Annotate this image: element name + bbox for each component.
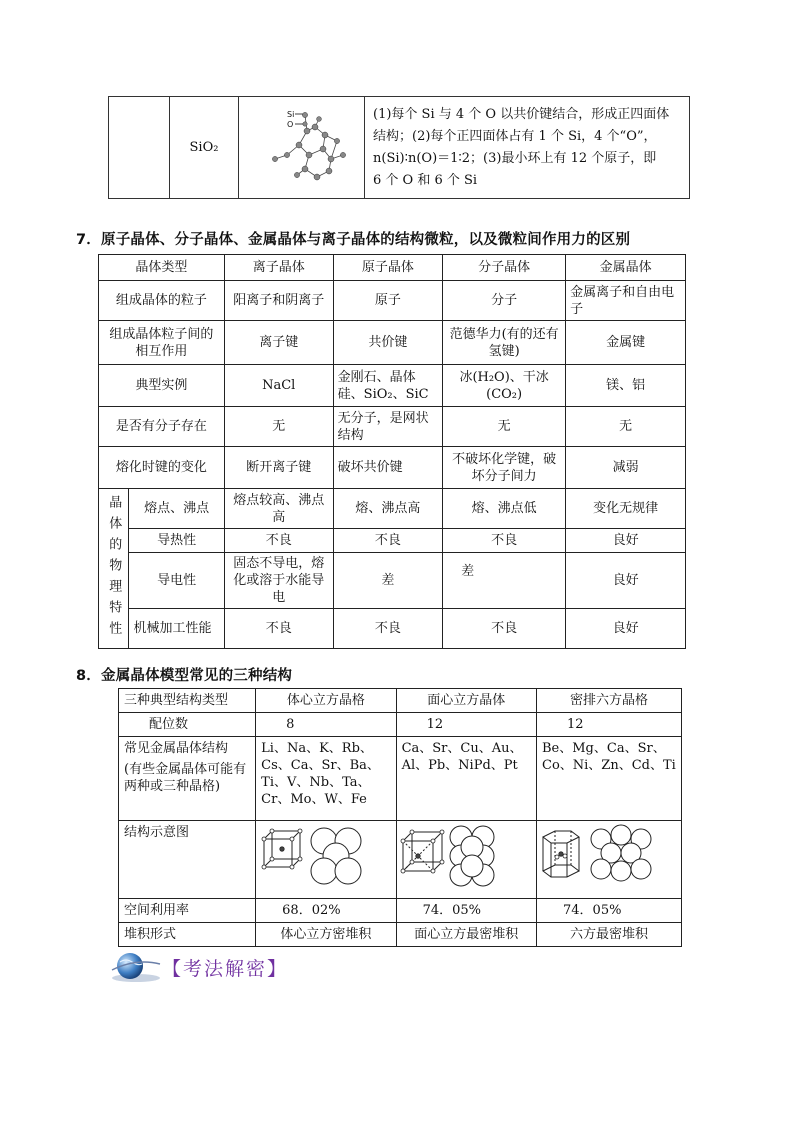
section-banner xyxy=(110,948,340,984)
o-label: O xyxy=(287,120,294,129)
hcp-lattice-image xyxy=(539,823,679,889)
row-label: 是否有分子存在 xyxy=(99,407,225,447)
table-cell: 无 xyxy=(443,407,566,447)
sio2-desc-line: 结构；(2)每个正四面体占有 1 个 Si，4 个“O”， xyxy=(373,128,657,144)
table-cell: 金刚石、晶体硅、SiO₂、SiC xyxy=(333,365,442,407)
table-cell: 面心立方最密堆积 xyxy=(396,923,536,947)
table-cell: Be、Mg、Ca、Sr、Co、Ni、Zn、Cd、Ti xyxy=(537,737,682,821)
table-cell: 熔、沸点高 xyxy=(333,489,442,529)
table-cell: 差 xyxy=(333,553,442,609)
table-cell: 68．02% xyxy=(256,899,396,923)
table-cell: 镁、铝 xyxy=(566,365,686,407)
row-label: 导电性 xyxy=(129,553,224,609)
si-label: Si xyxy=(287,110,295,119)
row-label: 机械加工性能 xyxy=(129,609,224,649)
metals-label: 常见金属晶体结构 xyxy=(124,741,229,756)
table-cell: 减弱 xyxy=(566,447,686,489)
sio2-lattice-image xyxy=(239,97,364,193)
table-cell: 不良 xyxy=(333,609,442,649)
table-cell: 冰(H₂O)、干冰(CO₂) xyxy=(443,365,566,407)
header-cell: 面心立方晶体 xyxy=(396,689,536,713)
metals-note: (有些金属晶体可能有两种或三种晶格) xyxy=(124,762,247,794)
sio2-desc-line: n(Si)∶n(O)＝1∶2；(3)最小环上有 12 个原子，即 xyxy=(373,150,657,166)
table-cell: 破坏共价键 xyxy=(333,447,442,489)
table-cell: 不良 xyxy=(224,609,333,649)
table-cell: 良好 xyxy=(566,529,686,553)
crystal-comparison-table xyxy=(98,254,686,649)
table-cell: 不良 xyxy=(443,529,566,553)
table-cell: 固态不导电，熔化或溶于水能导电 xyxy=(224,553,333,609)
row-label: 空间利用率 xyxy=(119,899,256,923)
bcc-schematic xyxy=(256,821,396,899)
table-cell: 金属离子和自由电子 xyxy=(566,281,686,321)
table-cell: 断开离子键 xyxy=(224,447,333,489)
table-cell: 良好 xyxy=(566,553,686,609)
table-cell: 8 xyxy=(256,713,396,737)
table-cell: 熔、沸点低 xyxy=(443,489,566,529)
fcc-schematic xyxy=(396,821,536,899)
table-cell: 六方最密堆积 xyxy=(537,923,682,947)
hcp-schematic xyxy=(537,821,682,899)
table-cell: 变化无规律 xyxy=(566,489,686,529)
sio2-desc-line: 6 个 O 和 6 个 Si xyxy=(373,172,478,188)
table-cell: 差 xyxy=(443,553,566,609)
row-label xyxy=(119,737,256,821)
sio2-label: SiO₂ xyxy=(170,97,239,199)
fcc-lattice-image xyxy=(399,823,521,889)
group-label: 晶体的物理特性 xyxy=(99,489,129,649)
header-cell: 离子晶体 xyxy=(224,255,333,281)
row-label: 熔化时键的变化 xyxy=(99,447,225,489)
table-cell: 不良 xyxy=(224,529,333,553)
table-cell: 分子 xyxy=(443,281,566,321)
table-cell: Li、Na、K、Rb、Cs、Ca、Sr、Ba、Ti、V、Nb、Ta、Cr、Mo、W、Fe xyxy=(256,737,396,821)
row-label: 结构示意图 xyxy=(119,821,256,899)
table-cell: 无 xyxy=(566,407,686,447)
header-cell: 晶体类型 xyxy=(99,255,225,281)
row-label: 配位数 xyxy=(119,713,256,737)
bcc-lattice-image xyxy=(258,823,380,889)
row-label: 典型实例 xyxy=(99,365,225,407)
table-cell: 74．05% xyxy=(396,899,536,923)
header-cell: 体心立方晶格 xyxy=(256,689,396,713)
table-cell: 不良 xyxy=(333,529,442,553)
table-cell: 离子键 xyxy=(224,321,333,365)
sio2-structure-diagram xyxy=(239,97,365,199)
row-label: 组成晶体粒子间的相互作用 xyxy=(99,321,225,365)
sio2-table xyxy=(108,96,690,199)
row-label: 熔点、沸点 xyxy=(129,489,224,529)
section8-heading: 8．金属晶体模型常见的三种结构 xyxy=(76,668,293,684)
metal-structures-table xyxy=(118,688,682,947)
banner-title: 【考法解密】 xyxy=(162,958,289,980)
header-cell: 三种典型结构类型 xyxy=(119,689,256,713)
table-cell: Ca、Sr、Cu、Au、Al、Pb、NiPd、Pt xyxy=(396,737,536,821)
table-cell: 12 xyxy=(396,713,536,737)
table-cell: 熔点较高、沸点高 xyxy=(224,489,333,529)
sio2-description xyxy=(365,97,690,199)
header-cell: 金属晶体 xyxy=(566,255,686,281)
table-cell: 共价键 xyxy=(333,321,442,365)
table-cell: 无 xyxy=(224,407,333,447)
sio2-desc-line: (1)每个 Si 与 4 个 O 以共价键结合，形成正四面体 xyxy=(373,106,670,122)
table-cell: NaCl xyxy=(224,365,333,407)
row-label: 堆积形式 xyxy=(119,923,256,947)
table-cell: 体心立方密堆积 xyxy=(256,923,396,947)
row-label: 导热性 xyxy=(129,529,224,553)
table-cell: 金属键 xyxy=(566,321,686,365)
header-cell: 密排六方晶格 xyxy=(537,689,682,713)
table-cell: 12 xyxy=(537,713,682,737)
header-cell: 原子晶体 xyxy=(333,255,442,281)
table-cell: 不良 xyxy=(443,609,566,649)
table-cell: 无分子，是网状结构 xyxy=(333,407,442,447)
table-cell: 范德华力(有的还有氢键) xyxy=(443,321,566,365)
table-cell: 原子 xyxy=(333,281,442,321)
section7-heading: 7．原子晶体、分子晶体、金属晶体与离子晶体的结构微粒，以及微粒间作用力的区别 xyxy=(76,232,631,248)
table-cell: 不破坏化学键，破坏分子间力 xyxy=(443,447,566,489)
row-label: 组成晶体的粒子 xyxy=(99,281,225,321)
globe-icon xyxy=(110,948,162,984)
table-cell: 74．05% xyxy=(537,899,682,923)
sio2-empty-cell xyxy=(109,97,170,199)
header-cell: 分子晶体 xyxy=(443,255,566,281)
table-cell: 阳离子和阴离子 xyxy=(224,281,333,321)
table-cell: 良好 xyxy=(566,609,686,649)
